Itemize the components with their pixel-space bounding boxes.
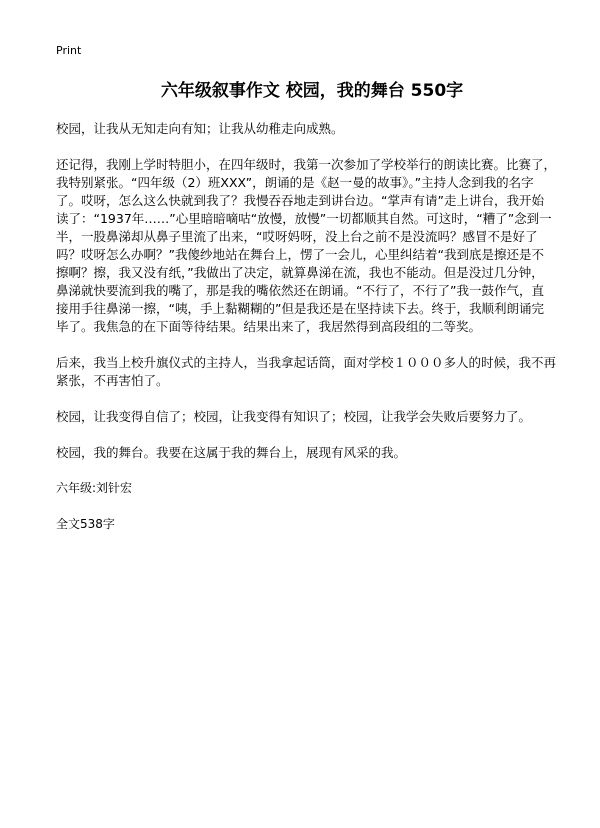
paragraph-reflection: 校园，让我变得自信了；校园，让我变得有知识了；校园，让我学会失败后要努力了。 bbox=[56, 409, 532, 424]
word-count: 全文538字 bbox=[56, 517, 115, 531]
paragraph-intro: 校园，让我从无知走向有知；让我从幼稚走向成熟。 bbox=[56, 121, 344, 136]
paragraph-later: 后来，我当上校升旗仪式的主持人，当我拿起话筒，面对学校１０００多人的时候，我不再紧张，不再害怕了。 bbox=[56, 355, 557, 388]
document-page bbox=[56, 44, 556, 552]
author-line: 六年级:刘针宏 bbox=[56, 481, 133, 495]
print-link[interactable]: Print bbox=[56, 44, 82, 57]
paragraph-conclusion: 校园，我的舞台。我要在这属于我的舞台上，展现有风采的我。 bbox=[56, 445, 407, 460]
paragraph-story: 还记得，我刚上学时特胆小，在四年级时，我第一次参加了学校举行的朗读比赛。比赛了，我特别紧张。“四年级（2）班XXX”，朗诵的是《赵一曼的故事》。”主持人念到我的名字了。哎呀，怎么这么快就到我了？我慢吞吞地走到讲台边。“掌声有请”走上讲台，我开始读了：“1937年……”心里暗暗嘀咕“放慢，放慢”一切都顺其自然。可这时，“糟了”念到一半，一股鼻涕却从鼻子里流了出来，“哎呀妈呀，没上台之前不是没流吗？感冒不是好了吗？哎呀怎么办啊？”我傻纱地站在舞台上，愣了一会儿，心里纠结着“我到底是擦还是不擦啊？擦，我又没有纸，”我做出了决定，就算鼻涕在流，我也不能动。但是没过几分钟，鼻涕就快要流到我的嘴了，那是我的嘴依然还在朗诵。“不行了，不行了”我一鼓作气，直接用手往鼻涕一擦，“咦，手上黏糊糊的”但是我还是在坚持读下去。终于，我顺利朗诵完毕了。我焦急的在下面等待结果。结果出来了，我居然得到高段组的二等奖。 bbox=[56, 157, 557, 334]
article-title: 六年级叙事作文 校园，我的舞台 550字 bbox=[160, 81, 464, 101]
